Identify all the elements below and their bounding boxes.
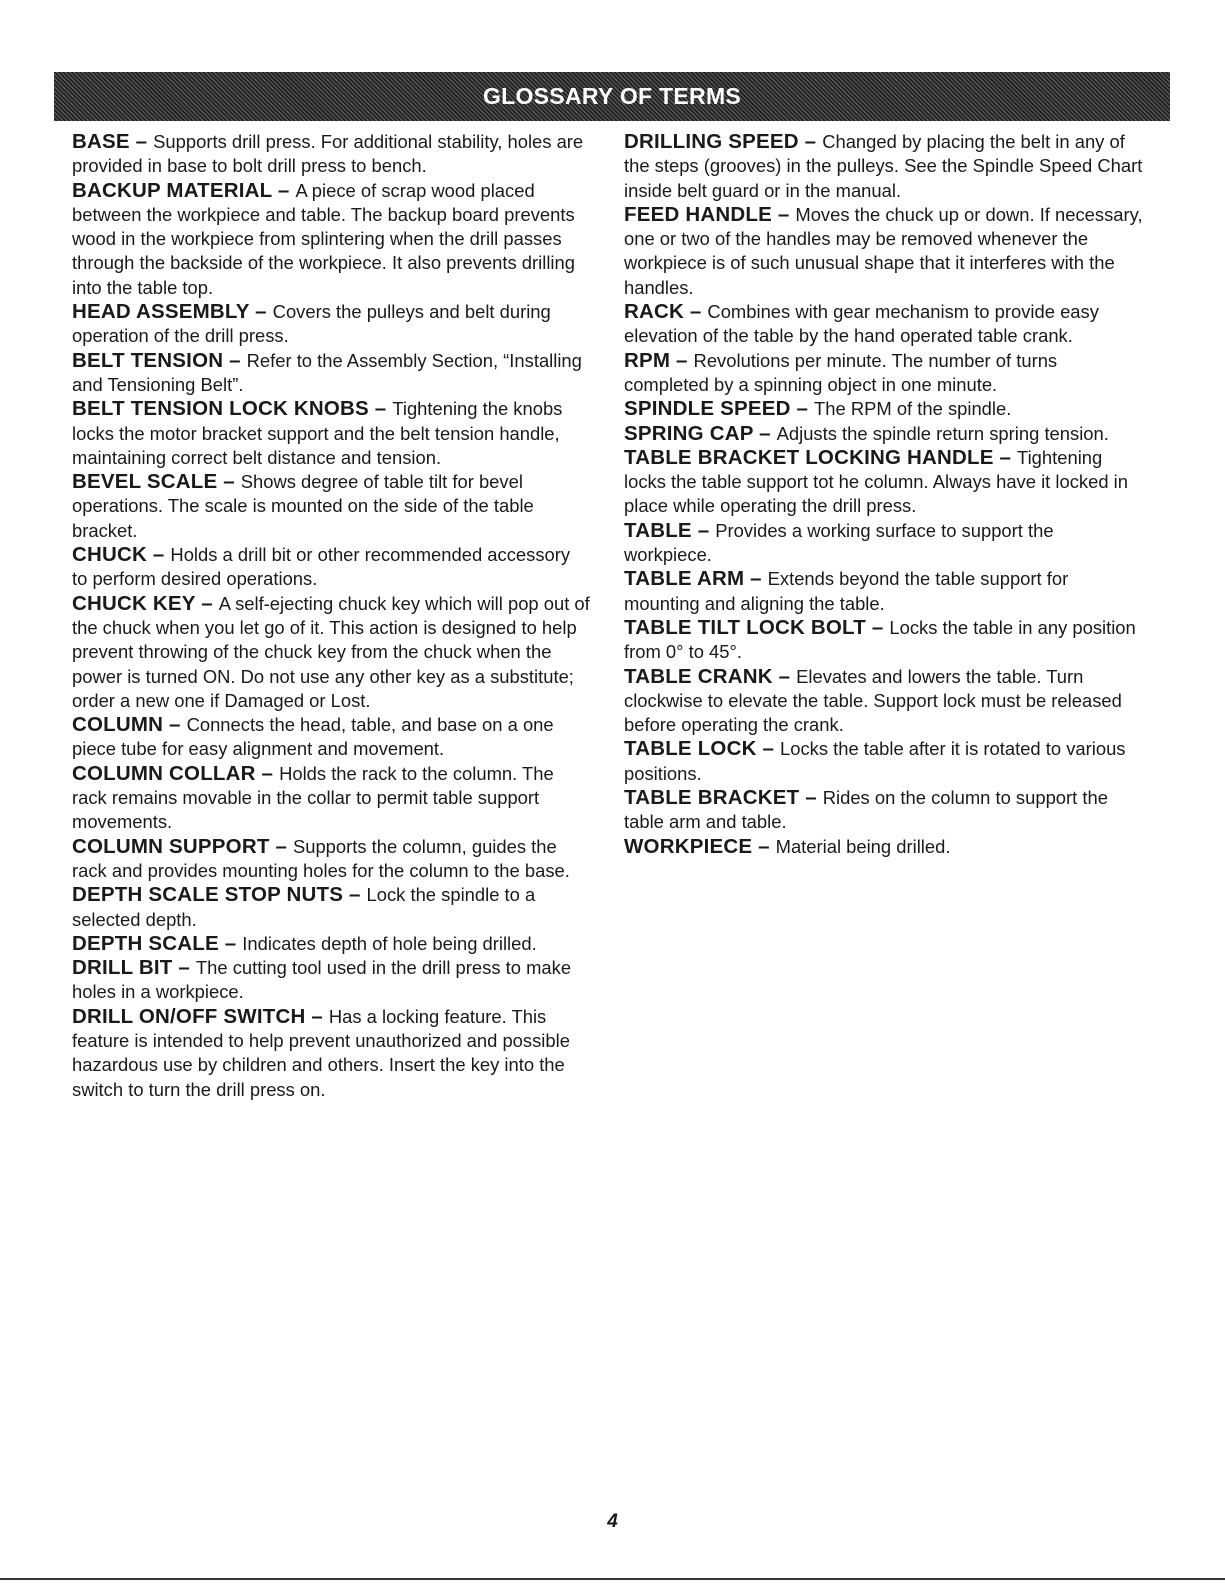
glossary-entry-table-lock bbox=[624, 737, 1146, 786]
glossary-entry-table-tilt-lock-bolt bbox=[624, 616, 1146, 665]
glossary-left-column bbox=[72, 130, 590, 1102]
glossary-definition: Supports the column, guides the rack and provides mounting holes for the column to the base. bbox=[72, 835, 570, 881]
glossary-definition: Refer to the Assembly Section, “Installing and Tensioning Belt”. bbox=[72, 349, 582, 395]
glossary-entry-rpm bbox=[624, 349, 1146, 398]
page-title: GLOSSARY OF TERMS bbox=[482, 83, 742, 109]
glossary-right-column bbox=[624, 130, 1146, 859]
glossary-entry-depth-scale-stop-nuts bbox=[72, 883, 590, 932]
glossary-term: BACKUP MATERIAL – bbox=[72, 178, 296, 202]
glossary-definition: Locks the table after it is rotated to various positions. bbox=[624, 738, 1126, 784]
glossary-definition: Connects the head, table, and base on a one piece tube for easy alignment and movement. bbox=[72, 714, 554, 760]
glossary-term: BELT TENSION – bbox=[72, 348, 247, 372]
page-number: 4 bbox=[607, 1511, 618, 1532]
glossary-definition: Shows degree of table tilt for bevel operations. The scale is mounted on the side of the table bracket. bbox=[72, 471, 534, 541]
glossary-term: COLUMN COLLAR – bbox=[72, 761, 280, 785]
glossary-term: WORKPIECE – bbox=[624, 834, 776, 858]
glossary-definition: Tightening locks the table support tot he column. Always have it locked in place while operating the drill press. bbox=[624, 446, 1128, 517]
glossary-entry-belt-tension bbox=[72, 349, 590, 398]
glossary-term: BASE – bbox=[72, 130, 154, 153]
glossary-term: SPINDLE SPEED – bbox=[624, 397, 815, 421]
glossary-entry-table-crank bbox=[624, 665, 1146, 738]
glossary-definition: The cutting tool used in the drill press to make holes in a workpiece. bbox=[72, 957, 572, 1003]
glossary-entry-workpiece bbox=[624, 835, 1146, 859]
bottom-divider bbox=[0, 1578, 1225, 1580]
glossary-entry-chuck-key bbox=[72, 592, 590, 713]
glossary-definition: Holds a drill bit or other recommended accessory to perform desired operations. bbox=[72, 544, 571, 590]
glossary-entry-head-assembly bbox=[72, 300, 590, 349]
glossary-definition: Holds the rack to the column. The rack remains movable in the collar to permit table support movements. bbox=[72, 762, 554, 833]
glossary-entry-belt-tension-lock-knobs bbox=[72, 397, 590, 470]
glossary-term: TABLE CRANK – bbox=[624, 664, 797, 688]
glossary-term: RACK – bbox=[624, 300, 708, 324]
glossary-entry-table bbox=[624, 519, 1146, 568]
glossary-definition: Combines with gear mechanism to provide easy elevation of the table by the hand operated table crank. bbox=[624, 301, 1099, 347]
glossary-entry-column bbox=[72, 713, 590, 762]
glossary-entry-rack bbox=[624, 300, 1146, 349]
glossary-entry-backup-material bbox=[72, 179, 590, 300]
glossary-entry-spindle-speed bbox=[624, 397, 1146, 421]
glossary-term: DEPTH SCALE STOP NUTS – bbox=[72, 883, 367, 907]
glossary-term: RPM – bbox=[624, 348, 694, 372]
glossary-definition: Has a locking feature. This feature is intended to help prevent unauthorized and possible hazardous use by children and others. Insert the key into the switch to turn the drill press on. bbox=[72, 1005, 570, 1100]
glossary-definition: Moves the chuck up or down. If necessary, one or two of the handles may be removed whenever the workpiece is of such unusual shape that it interferes with the handles. bbox=[624, 203, 1143, 298]
glossary-term: BELT TENSION LOCK KNOBS – bbox=[72, 397, 393, 421]
glossary-term: SPRING CAP – bbox=[624, 421, 777, 445]
glossary-term: FEED HANDLE – bbox=[624, 202, 796, 226]
glossary-definition: Lock the spindle to a selected depth. bbox=[72, 884, 536, 930]
glossary-term: DRILLING SPEED – bbox=[624, 130, 823, 153]
glossary-term: DRILL BIT – bbox=[72, 956, 196, 980]
glossary-definition: A piece of scrap wood placed between the workpiece and table. The backup board prevents wood in the workpiece from splintering when the drill passes through the backside of the workpiece. It also prevents drilling into the table top. bbox=[72, 179, 575, 298]
glossary-definition: Covers the pulleys and belt during operation of the drill press. bbox=[72, 301, 551, 347]
glossary-entry-bevel-scale bbox=[72, 470, 590, 543]
glossary-entry-spring-cap bbox=[624, 422, 1146, 446]
glossary-definition: Indicates depth of hole being drilled. bbox=[242, 932, 537, 954]
glossary-definition: Tightening the knobs locks the motor bracket support and the belt tension handle, maintaining correct belt distance and tension. bbox=[72, 398, 563, 468]
glossary-entry-drill-bit bbox=[72, 956, 590, 1005]
glossary-definition: Extends beyond the table support for mounting and aligning the table. bbox=[624, 568, 1069, 614]
glossary-term: TABLE TILT LOCK BOLT – bbox=[624, 615, 890, 639]
glossary-definition: Provides a working surface to support the workpiece. bbox=[624, 519, 1054, 566]
glossary-definition: Rides on the column to support the table arm and table. bbox=[624, 787, 1108, 833]
glossary-entry-chuck bbox=[72, 543, 590, 592]
glossary-definition: Supports drill press. For additional stability, holes are provided in base to bolt drill press to bench. bbox=[72, 131, 584, 177]
glossary-entry-feed-handle bbox=[624, 203, 1146, 300]
glossary-definition: A self-ejecting chuck key which will pop out of the chuck when you let go of it. This action is designed to help prevent throwing of the chuck key from the chuck when the power is turned ON. Do not use any other key as a substitute; order a new one if Damaged or Lost. bbox=[72, 592, 590, 711]
glossary-entry-drill-on-off-switch bbox=[72, 1005, 590, 1102]
glossary-term: HEAD ASSEMBLY – bbox=[72, 300, 273, 324]
glossary-entry-base bbox=[72, 130, 590, 179]
glossary-term: CHUCK – bbox=[72, 543, 171, 567]
glossary-term: TABLE – bbox=[624, 518, 716, 542]
glossary-term: DRILL ON/OFF SWITCH – bbox=[72, 1004, 329, 1028]
glossary-definition: Changed by placing the belt in any of the steps (grooves) in the pulleys. See the Spindle Speed Chart inside belt guard or in the manual. bbox=[624, 131, 1143, 201]
glossary-entry-depth-scale bbox=[72, 932, 590, 956]
glossary-term: CHUCK KEY – bbox=[72, 591, 219, 615]
glossary-term: COLUMN SUPPORT – bbox=[72, 834, 293, 858]
glossary-term: TABLE BRACKET – bbox=[624, 786, 823, 810]
glossary-entry-column-support bbox=[72, 835, 590, 884]
glossary-entry-table-bracket-locking-handle bbox=[624, 446, 1146, 519]
glossary-term: TABLE ARM – bbox=[624, 567, 768, 591]
glossary-definition: The RPM of the spindle. bbox=[814, 398, 1012, 420]
glossary-term: COLUMN – bbox=[72, 713, 187, 737]
glossary-term: BEVEL SCALE – bbox=[72, 470, 241, 494]
glossary-entry-table-bracket bbox=[624, 786, 1146, 835]
glossary-header-banner bbox=[54, 72, 1170, 121]
glossary-term: DEPTH SCALE – bbox=[72, 931, 243, 955]
glossary-entry-column-collar bbox=[72, 762, 590, 835]
glossary-definition: Material being drilled. bbox=[775, 835, 951, 857]
glossary-term: TABLE BRACKET LOCKING HANDLE – bbox=[624, 445, 1018, 469]
glossary-entry-table-arm bbox=[624, 567, 1146, 616]
glossary-definition: Revolutions per minute. The number of turns completed by a spinning object in one minute. bbox=[624, 349, 1058, 395]
glossary-definition: Adjusts the spindle return spring tension. bbox=[776, 422, 1109, 444]
glossary-definition: Elevates and lowers the table. Turn clockwise to elevate the table. Support lock must be released before operating the crank. bbox=[624, 665, 1122, 736]
glossary-definition: Locks the table in any position from 0° to 45°. bbox=[624, 616, 1136, 663]
glossary-entry-drilling-speed bbox=[624, 130, 1146, 203]
glossary-term: TABLE LOCK – bbox=[624, 737, 780, 761]
